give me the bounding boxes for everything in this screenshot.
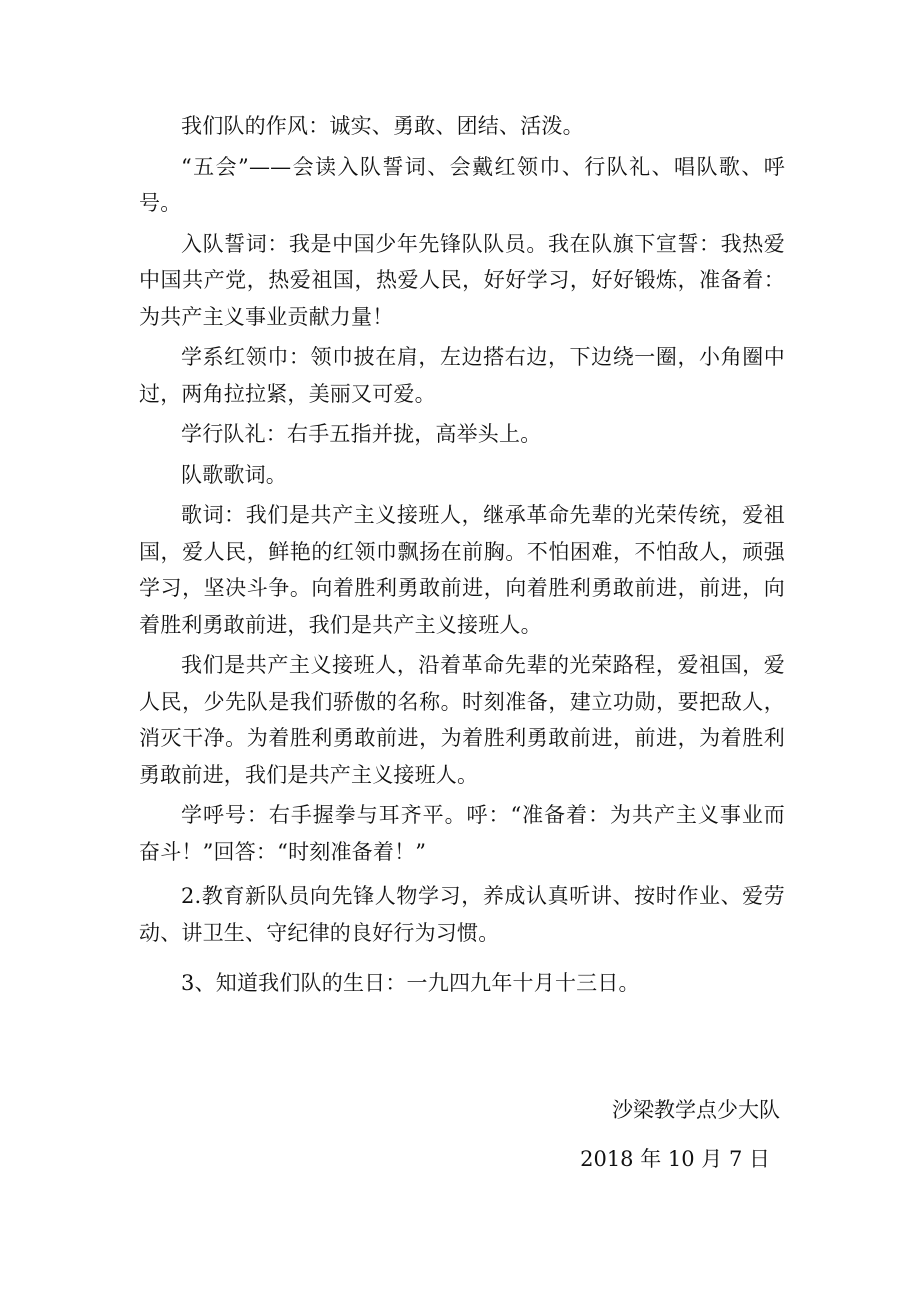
paragraph-education: 2.教育新队员向先锋人物学习，养成认真听讲、按时作业、爱劳动、讲卫生、守纪律的良好行为习惯。 (139, 884, 785, 945)
paragraph-song-heading: 队歌歌词。 (181, 462, 287, 487)
paragraph-lyrics-2: 我们是共产主义接班人，沿着革命先辈的光荣路程，爱祖国，爱人民，少先队是我们骄傲的名称。时刻准备，建立功勋，要把敌人，消灭干净。为着胜利勇敢前进，为着胜利勇敢前进，前进，为着胜利勇敢前进，我们是共产主义接班人。 (139, 653, 785, 787)
paragraph-lyrics-1: 歌词：我们是共产主义接班人，继承革命先辈的光荣传统，爱祖国，爱人民，鲜艳的红领巾飘扬在前胸。不怕困难，不怕敌人，顽强学习，坚决斗争。向着胜利勇敢前进，向着胜利勇敢前进，前进，向着胜利勇敢前进，我们是共产主义接班人。 (139, 503, 785, 637)
signature: 沙梁教学点少大队 (612, 1098, 780, 1122)
paragraph-style: 我们队的作风：诚实、勇敢、团结、活泼。 (181, 114, 584, 138)
paragraph-birthday: 3、知道我们队的生日：一九四九年十月十三日。 (181, 971, 640, 995)
date: 2018 年 10 月 7 日 (580, 1147, 770, 1171)
paragraph-oath: 入队誓词：我是中国少年先锋队队员。我在队旗下宣誓：我热爱中国共产党，热爱祖国，热爱人民，好好学习，好好锻炼，准备着：为共产主义事业贡献力量！ (139, 231, 785, 329)
paragraph-salute: 学行队礼：右手五指并拢，高举头上。 (181, 422, 542, 446)
document-body (139, 108, 785, 1002)
paragraph-slogan: 学呼号：右手握拳与耳齐平。呼：“准备着：为共产主义事业而奋斗！”回答：“时刻准备着！” (139, 803, 785, 864)
paragraph-red-scarf: 学系红领巾：领巾披在肩，左边搭右边，下边绕一圈，小角圈中过，两角拉拉紧，美丽又可爱。 (139, 345, 785, 406)
paragraph-five-skills: “五会”——会读入队誓词、会戴红领巾、行队礼、唱队歌、呼号。 (139, 154, 785, 215)
